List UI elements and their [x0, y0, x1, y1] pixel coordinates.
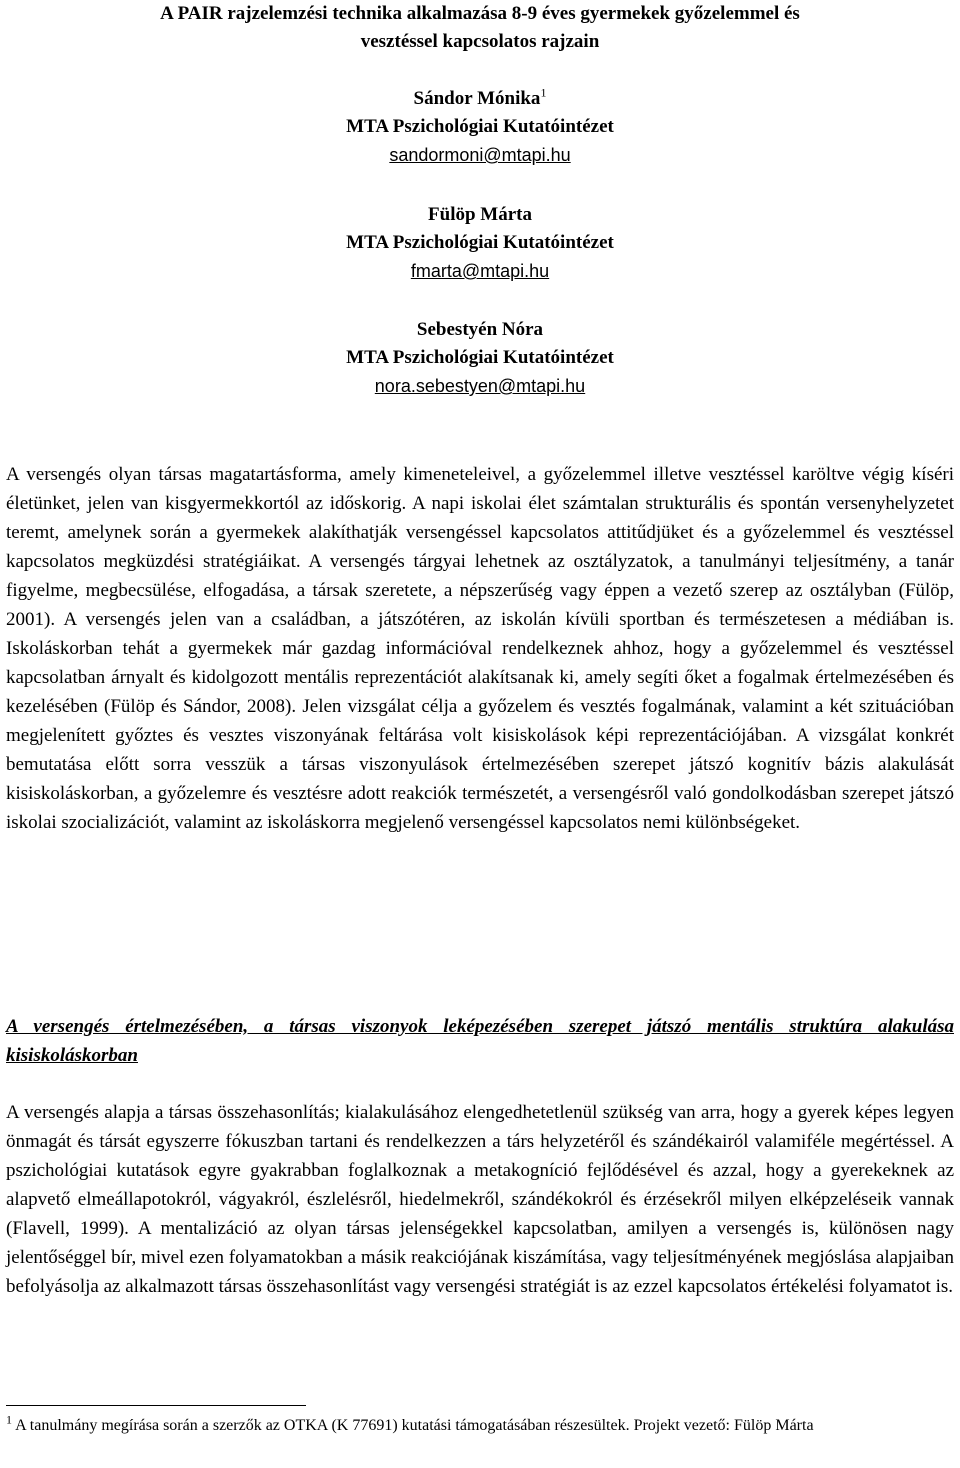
author-name: Sándor Mónika	[413, 88, 541, 109]
author-email-link[interactable]: fmarta@mtapi.hu	[410, 261, 550, 281]
intro-paragraph: A versengés olyan társas magatartásforma, amely kimeneteleivel, a győzelemmel illetve vesztéssel karöltve végig kíséri életünket, jelen van kisgyermekkortól az időskorig. A napi iskolai élet számtalan strukturális és spontán versenyhelyzetet teremt, amelynek során a gyermekek alakíthatják versengéssel kapcsolatos attitűdjüket és a győzelemmel és vesztéssel kapcsolatos megküzdési stratégiáikat. A versengés tárgyai lehetnek az osztályzatok, a tanulmányi teljesítmény, a tanár figyelme, megbecsülése, elfogadása, a társak szeretete, a népszerűség vagy éppen a vezető szerep az osztályban (Fülöp, 2001). A versengés jelen van a családban, a játszótéren, az iskolán kívüli sportban és természetesen a médiában is. Iskoláskorban tehát a gyermekek már gazdag információval rendelkeznek ahhoz, hogy a győzelemmel és vesztéssel kapcsolatban árnyalt és kidolgozott mentális reprezentációt alakítsanak ki, amely segíti őket a fogalmak értelmezésében és kezelésében (Fülöp és Sándor, 2008). Jelen vizsgálat célja a győzelem és vesztés fogalmának, valamint a két szituációban megjelenített győztes és vesztes viszonyának feltárása volt kisiskolások képi reprezentációjában. A vizsgálat konkrét bemutatása előtt sorra vesszük a társas viszonyulások értelmezésében szerepet játszó kognitív bázis alakulását kisiskoláskorban, a győzelemre és vesztésre adott reakciók természetét, a versengésről való gondolkodásban szerepet játszó iskolai szocializációt, valamint az iskoláskorra megjelenő versengéssel kapcsolatos nemi különbségeket.	[6, 464, 954, 833]
author-name: Fülöp Márta	[428, 204, 532, 225]
section-paragraph: A versengés alapja a társas összehasonlítás; kialakulásához elengedhetetlenül szükség van arra, hogy a gyerek képes legyen önmagát és társát egyszerre fókuszban tartani és rendelkezzen a társ helyzetéről és szándékairól valamiféle megértéssel. A pszichológiai kutatások egyre gyakrabban foglalkoznak a metakogníció fejlődésével és azzal, hogy a gyerekeknek az alapvető elmeállapotokról, vágyakról, észlelésről, hiedelmekről, szándékokról és érzésekről milyen elképzeléseik vannak (Flavell, 1999). A mentalizáció az olyan társas jelenségekkel kapcsolatban, amilyen a versengés is, különösen nagy jelentőséggel bír, mivel ezen folyamatokban a másik reakciójának kiszámítása, vagy teljesítményének megjóslása alapjaiban befolyásolja az alkalmazott társas összehasonlítást vagy versengési stratégiát is az ezzel kapcsolatos értékelési folyamatot is.	[6, 1102, 954, 1297]
author-email-link[interactable]: nora.sebestyen@mtapi.hu	[374, 376, 586, 396]
footnote-marker: 1	[540, 85, 547, 100]
title-line-2: vesztéssel kapcsolatos rajzain	[360, 31, 600, 52]
footnote-number: 1	[6, 1412, 12, 1427]
author-institution: MTA Pszichológiai Kutatóintézet	[346, 116, 614, 137]
author-block-2	[6, 201, 954, 285]
paper-title	[6, 0, 954, 56]
author-block-3	[6, 316, 954, 400]
title-line-1: A PAIR rajzelemzési technika alkalmazása 8-9 éves gyermekek győzelemmel és	[160, 3, 800, 24]
footnote	[6, 1413, 954, 1438]
author-institution: MTA Pszichológiai Kutatóintézet	[346, 347, 614, 368]
author-block-1	[6, 85, 954, 169]
footnote-separator	[6, 1405, 306, 1406]
author-name: Sebestyén Nóra	[416, 319, 544, 340]
author-email-link[interactable]: sandormoni@mtapi.hu	[389, 145, 571, 165]
section-heading: A versengés értelmezésében, a társas viszonyok leképezésében szerepet játszó mentális struktúra alakulása kisiskoláskorban	[6, 1016, 954, 1066]
author-institution: MTA Pszichológiai Kutatóintézet	[346, 232, 614, 253]
footnote-text: A tanulmány megírása során a szerzők az OTKA (K 77691) kutatási támogatásában részesültek. Projekt vezető: Fülöp Márta	[12, 1417, 814, 1434]
